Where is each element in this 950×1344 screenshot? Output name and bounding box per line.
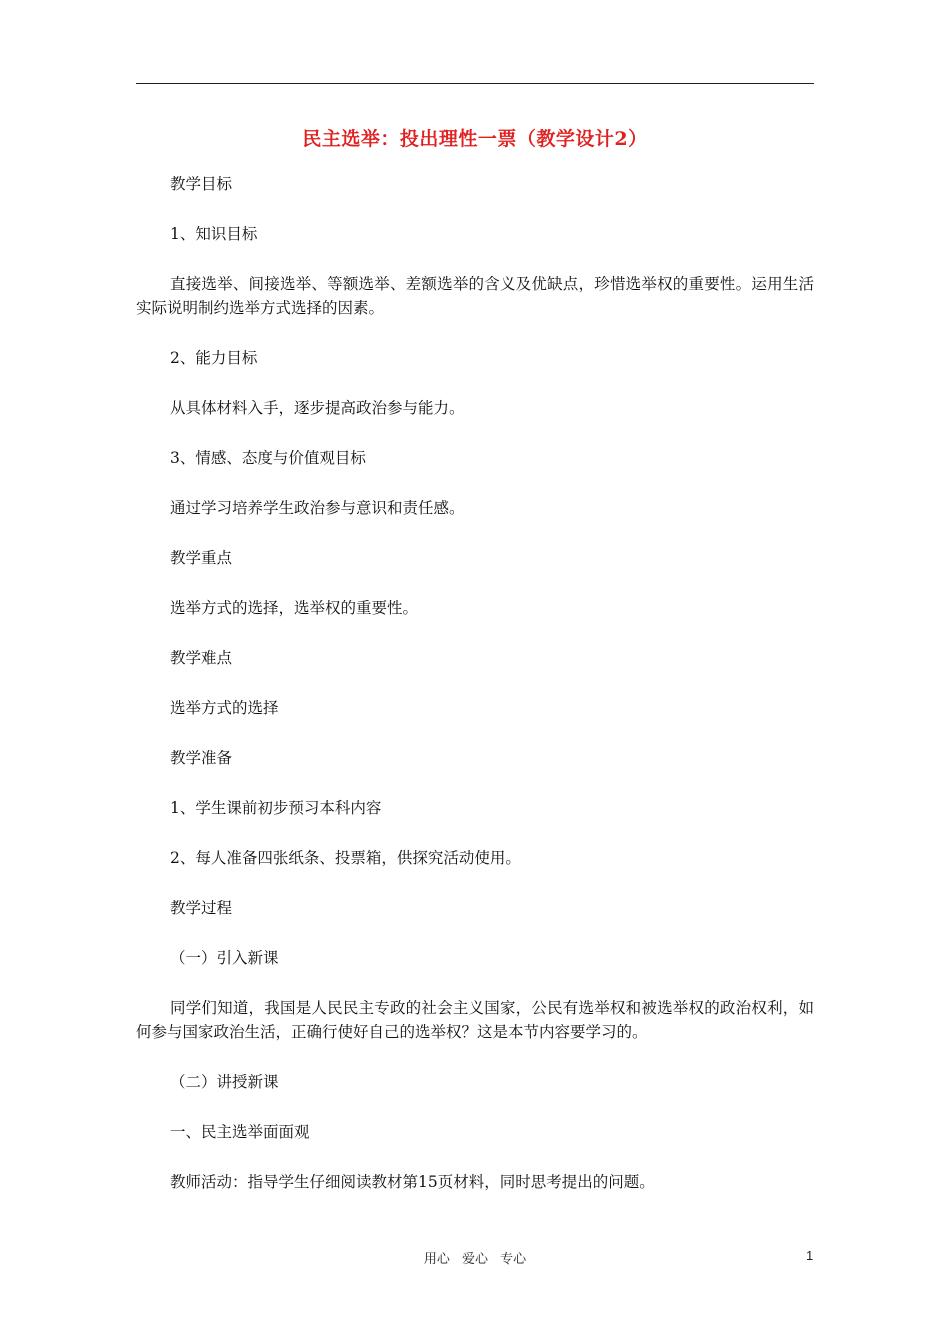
paragraph-emotion-content: 通过学习培养学生政治参与意识和责任感。 [170,499,465,517]
paragraph-key-points-content: 选举方式的选择，选举权的重要性。 [170,599,419,617]
paragraph-preparation: 教学准备 [170,749,233,767]
paragraph-emotion-goal: 3、情感、态度与价值观目标 [170,449,366,467]
document-body [136,172,814,1220]
paragraph-section-one: 一、民主选举面面观 [170,1123,310,1141]
paragraph-teacher-activity: 教师活动：指导学生仔细阅读教材第15页材料，同时思考提出的问题。 [170,1173,655,1191]
document-title: 民主选举：投出理性一票（教学设计2） [302,128,648,150]
paragraph-key-points: 教学重点 [170,549,233,567]
paragraph-ability-content: 从具体材料入手，逐步提高政治参与能力。 [170,399,465,417]
paragraph-teaching-goals: 教学目标 [170,175,233,193]
paragraph-teach-lesson: （二）讲授新课 [170,1073,279,1091]
paragraph-intro-content: 同学们知道，我国是人民民主专政的社会主义国家，公民有选举权和被选举权的政治权利，如何参与国家政治生活，正确行使好自己的选举权？这是本节内容要学习的。 [136,999,814,1041]
paragraph-intro-lesson: （一）引入新课 [170,949,279,967]
paragraph-difficulties-content: 选举方式的选择 [170,699,279,717]
page-footer: 用心 爱心 专心 [423,1252,527,1267]
paragraph-knowledge-goal: 1、知识目标 [170,225,258,243]
header-rule [136,83,814,84]
paragraph-preparation-item-1: 1、学生课前初步预习本科内容 [170,799,382,817]
paragraph-ability-goal: 2、能力目标 [170,349,258,367]
paragraph-preparation-item-2: 2、每人准备四张纸条、投票箱，供探究活动使用。 [170,849,521,867]
paragraph-knowledge-content: 直接选举、间接选举、等额选举、差额选举的含义及优缺点，珍惜选举权的重要性。运用生活实际说明制约选举方式选择的因素。 [136,275,814,317]
paragraph-process: 教学过程 [170,899,233,917]
page-number: 1 [806,1248,814,1263]
paragraph-difficulties: 教学难点 [170,649,233,667]
